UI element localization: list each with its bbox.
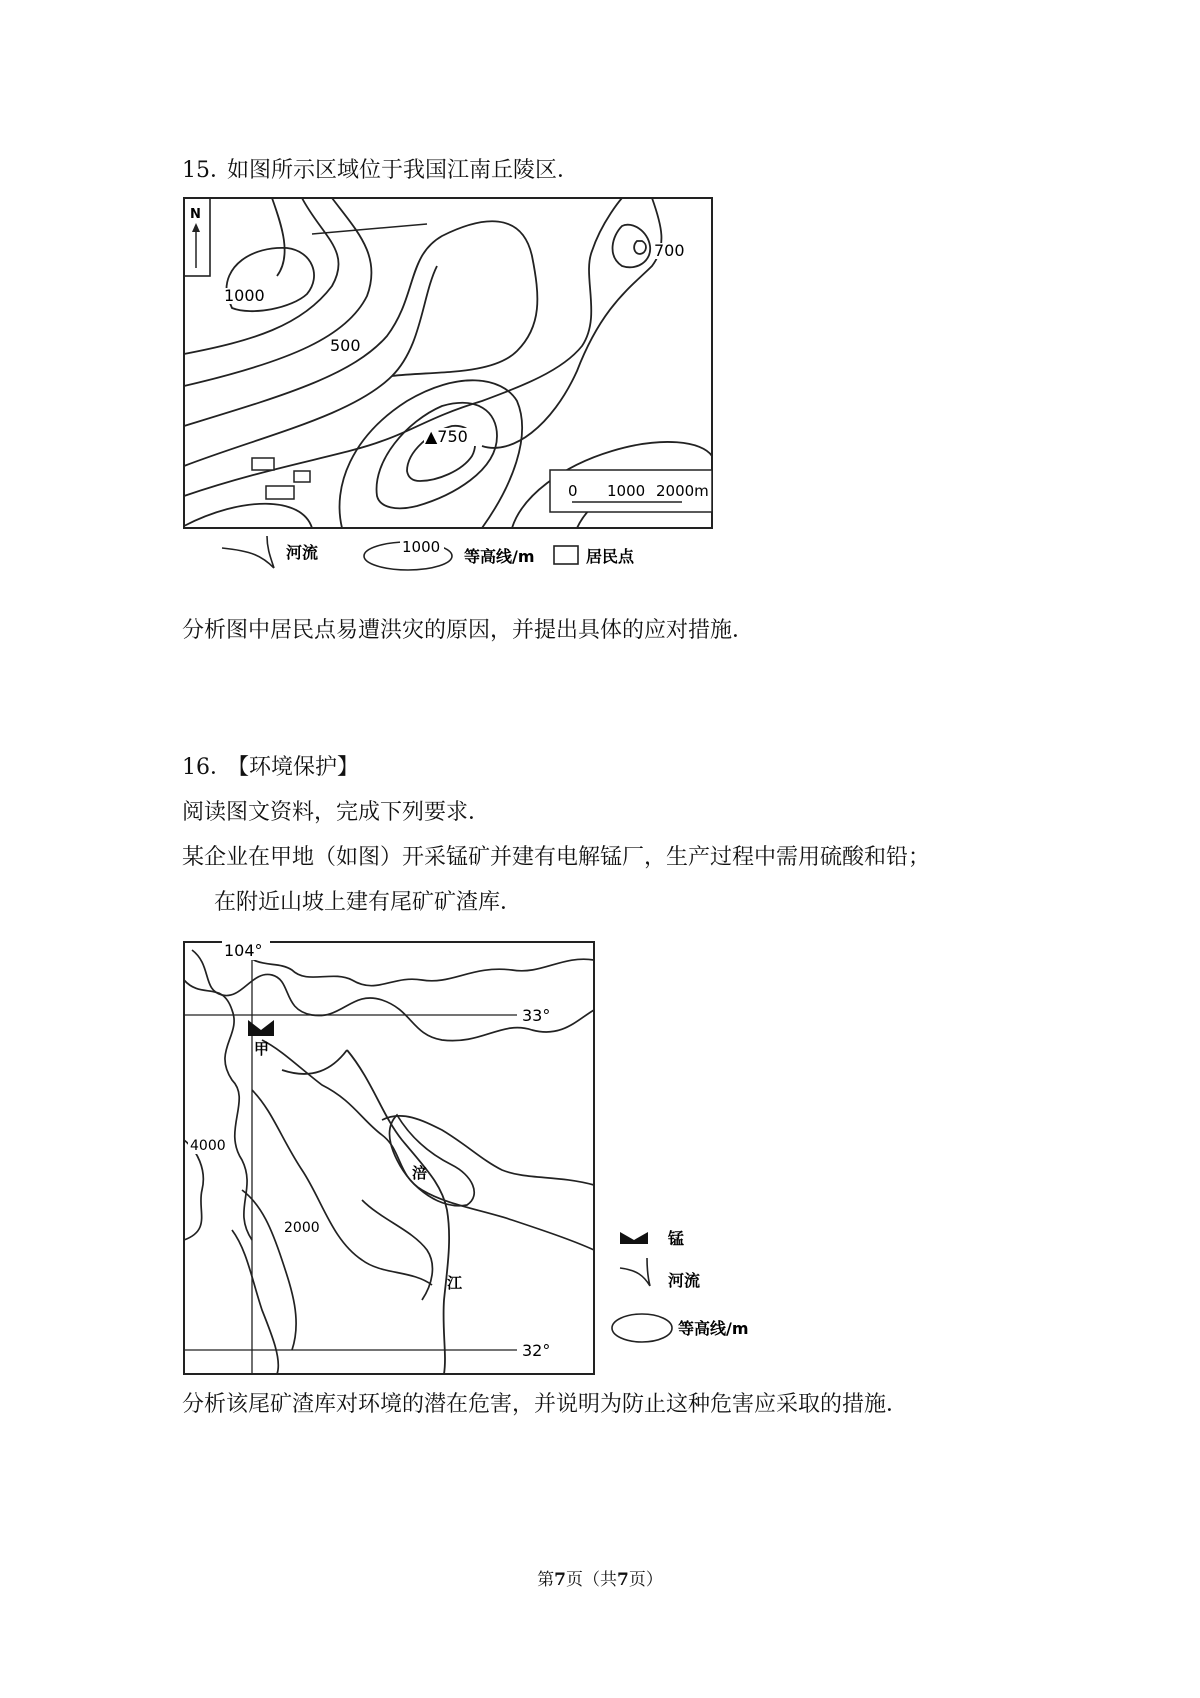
question-15-number: 15． (182, 158, 232, 183)
contour-legend-icon (612, 1314, 672, 1342)
manganese-legend-icon (620, 1232, 648, 1244)
contour-label-500: 500 (330, 336, 361, 355)
legend-contour: 等高线/m (464, 547, 535, 566)
footer-total-pages: 7 (617, 1570, 629, 1590)
scale-2000m: 2000m (656, 482, 709, 500)
legend-settlement: 居民点 (586, 547, 635, 566)
question-16-prompt: 分析该尾矿渣库对环境的潜在危害，并说明为防止这种危害应采取的措施． (182, 1392, 909, 1417)
summit-label-750: ▲750 (425, 427, 468, 446)
legend-river: 河流 (286, 543, 319, 562)
legend-contour-sample: 1000 (402, 538, 441, 556)
question-15-intro: 如图所示区域位于我国江南丘陵区． (227, 158, 580, 183)
footer-page-number: 7 (554, 1570, 566, 1590)
question-16-line-2: 某企业在甲地（如图）开采锰矿并建有电解锰厂，生产过程中需用硫酸和铅； (182, 845, 931, 870)
contour-label-700: 700 (654, 241, 685, 260)
legend-manganese: 锰 (668, 1229, 685, 1248)
river-name-fu: 涪 (412, 1164, 428, 1182)
contour-label-2000: 2000 (284, 1220, 320, 1236)
question-15-prompt: 分析图中居民点易遭洪灾的原因，并提出具体的应对措施． (182, 618, 755, 643)
site-jia-label: 甲 (254, 1040, 270, 1058)
scale-0: 0 (568, 482, 578, 500)
contour-label-1000: 1000 (224, 286, 265, 305)
contour-map-jiangnan (182, 196, 762, 621)
footer-post: 页） (628, 1570, 663, 1590)
legend-contour: 等高线/m (678, 1319, 749, 1338)
settlement-legend-icon (554, 546, 578, 564)
north-label: N (190, 207, 201, 222)
contour-label-4000: 4000 (190, 1138, 226, 1154)
question-16-tag: 【环境保护】 (227, 755, 360, 780)
latitude-32-label: 32° (522, 1341, 551, 1360)
question-16-line-3: 在附近山坡上建有尾矿矿渣库． (214, 890, 523, 915)
river-name-jiang: 江 (447, 1274, 463, 1292)
scale-1000: 1000 (607, 482, 646, 500)
legend-river: 河流 (668, 1271, 701, 1290)
footer-pre: 第 (537, 1570, 555, 1590)
longitude-104-label: 104° (224, 941, 263, 960)
question-16-number: 16． (182, 755, 232, 780)
latitude-33-label: 33° (522, 1006, 551, 1025)
footer-mid: 页（共 (566, 1570, 617, 1590)
question-16-line-1: 阅读图文资料，完成下列要求． (182, 800, 491, 825)
page-footer (0, 1568, 1200, 1592)
river-legend-icon (222, 536, 274, 568)
contour-map-fujiang (182, 940, 782, 1380)
river-legend-icon (620, 1258, 650, 1286)
